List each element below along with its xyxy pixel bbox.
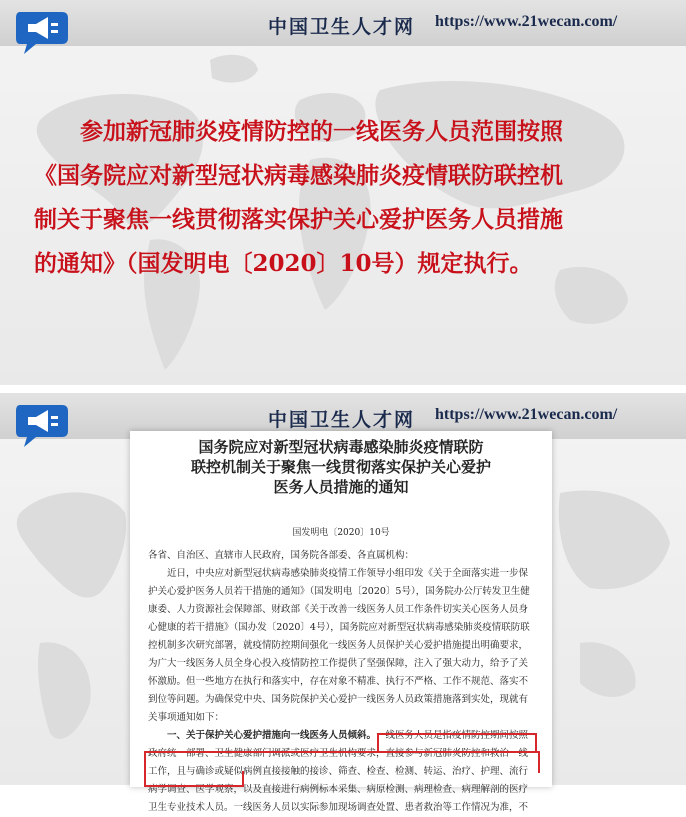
section-line-3: 工作，且与确诊或疑似病例直接接触的接诊、筛查、检查、检测、转运、治疗、护理、流行 <box>148 766 529 777</box>
addressee: 各省、自治区、直辖市人民政府，国务院各部委、各直属机构： <box>148 550 415 561</box>
section-text-6: 一线医务人员以实际参加现场调查处置、患者救治等工作情况为准，不 <box>233 802 529 813</box>
notice-line-2: 《国务院应对新型冠状病毒感染肺炎疫情联防联控机 <box>34 162 563 189</box>
para1-line-6: 为广大一线医务人员全身心投入疫情防控工作提供了坚强保障，注入了强大动力，给予了关 <box>148 658 529 669</box>
megaphone-icon <box>14 8 72 58</box>
site-url[interactable]: https://www.21wecan.com/ <box>435 13 618 30</box>
section-line-2: 政府统一部署、卫生健康部门调派或医疗卫生机构要求，直接参与新冠肺炎防控和救治一线 <box>148 748 529 759</box>
site-name: 中国卫生人才网 <box>268 409 416 431</box>
para1-line-3: 康委、人力资源社会保障部、财政部《关于改善一线医务人员工作条件切实关心医务人员身 <box>148 604 529 615</box>
para1-line-4: 心健康的若干措施》（国办发〔2020〕4号），国务院应对新型冠状病毒感染肺炎疫情联防联 <box>148 622 530 633</box>
notice-line-1: 参加新冠肺炎疫情防控的一线医务人员范围按照 <box>80 118 563 145</box>
highlight-box-middle <box>144 751 540 773</box>
megaphone-icon <box>14 401 72 451</box>
section-line-6 <box>148 799 538 817</box>
site-url[interactable]: https://www.21wecan.com/ <box>435 406 618 423</box>
para1-line-8: 到位等问题。为确保党中央、国务院保护关心爱护一线医务人员政策措施落到实处，现就有 <box>148 694 529 705</box>
document-title-line-3: 医务人员措施的通知 <box>273 478 409 496</box>
highlight-box-bottom <box>144 771 244 787</box>
section-heading: 一、关于保护关心爱护措施向一线医务人员倾斜。 <box>167 730 377 741</box>
para1-line-7: 怀激励。但一些地方在执行和落实中，存在对象不精准、执行不严格、工作不规范、落实不 <box>148 676 529 687</box>
notice-line-3: 制关于聚焦一线贯彻落实保护关心爱护医务人员措施 <box>34 206 563 233</box>
document-scan <box>130 431 552 813</box>
slide-1 <box>0 0 686 385</box>
para1-line-2: 护关心爱护医务人员若干措施的通知》（国发明电〔2020〕5号），国务院办公厅转发卫生健 <box>148 586 530 597</box>
document-number: 国发明电〔2020〕10号 <box>292 528 390 538</box>
highlight-box-top <box>377 733 537 753</box>
section-text-1: 一线医务人员是指疫情防控期间按照 <box>376 730 529 741</box>
slide-2 <box>0 393 686 813</box>
site-name: 中国卫生人才网 <box>268 16 416 38</box>
main-notice-text <box>34 110 654 286</box>
para1-line-1: 近日，中央应对新型冠状病毒感染肺炎疫情工作领导小组印发《关于全面落实进一步保 <box>167 568 529 579</box>
notice-line-4: 的通知》（国发明电〔2020〕10号）规定执行。 <box>34 250 533 277</box>
document-title-line-1: 国务院应对新型冠状病毒感染肺炎疫情联防 <box>198 438 484 456</box>
section-text-5: 卫生专业技术人员。 <box>148 802 234 813</box>
para1-line-5: 控机制多次研究部署，就疫情防控期间强化一线医务人员保护关心爱护措施提出明确要求， <box>148 640 529 651</box>
section-line-4: 病学调查、医学观察，以及直接进行病例标本采集、病原检测、病理检查、病理解剖的医疗 <box>148 784 529 795</box>
document-title <box>130 437 552 497</box>
para1-line-9: 关事项通知如下： <box>148 712 225 723</box>
document-title-line-2: 联控机制关于聚焦一线贯彻落实保护关心爱护 <box>190 458 491 476</box>
